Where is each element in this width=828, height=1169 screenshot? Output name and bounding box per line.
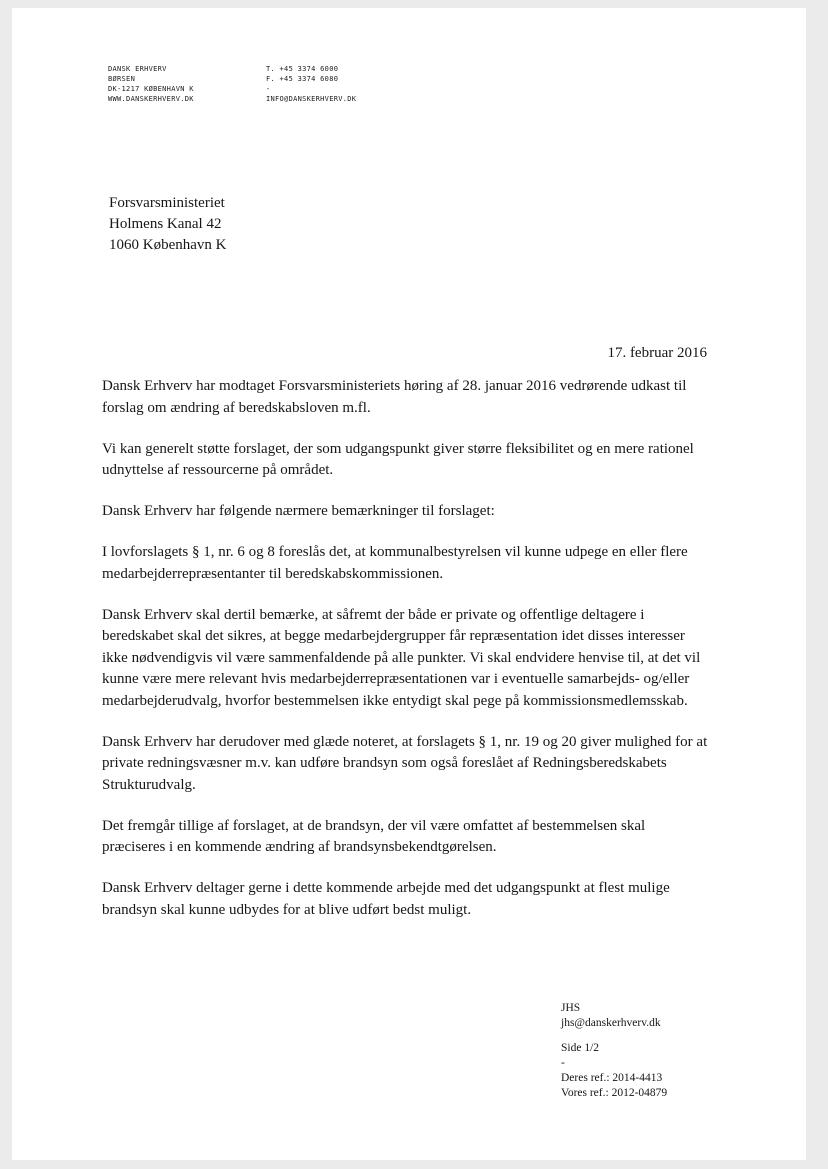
paragraph: Dansk Erhverv skal dertil bemærke, at såfremt der både er private og offentlige deltagere i beredskabet skal det sikres, at begge medarbejdergrupper får repræsentation idet disses interesser ikke nødvendigvis vil være sammenfaldende på alle punkter. Vi skal endvidere henvise til, at det vil kunne være mere relevant hvis medarbejderrepræsentationen var i eventuelle samarbejds- og/eller medarbejderudvalg, hvorfor bestemmelsen ikke entydigt skal pege på kommissionsmedlemsskab. — [102, 606, 701, 709]
paragraph: Dansk Erhverv har følgende nærmere bemærkninger til forslaget: — [102, 503, 495, 519]
paragraph: Dansk Erhverv har modtaget Forsvarsministeriets høring af 28. januar 2016 vedrørende udkast til forslag om ændring af beredskabsloven m.fl. — [102, 378, 687, 416]
letter-date: 17. februar 2016 — [607, 345, 707, 361]
company-name: DANSK ERHVERV — [108, 65, 167, 73]
company-website: WWW.DANSKERHVERV.DK — [108, 95, 194, 103]
signature-block — [561, 1001, 667, 1101]
letterhead-address — [108, 64, 194, 104]
deres-reference: Deres ref.: 2014-4413 — [561, 1072, 663, 1084]
company-phone: T. +45 3374 6000 — [266, 65, 339, 73]
paragraph: Det fremgår tillige af forslaget, at de brandsyn, der vil være omfattet af bestemmelsen skal præciseres i en kommende ændring af brandsynsbekendtgørelsen. — [102, 817, 646, 855]
contact-separator: - — [266, 85, 271, 93]
recipient-city: 1060 København K — [109, 237, 227, 253]
recipient-address — [109, 193, 226, 256]
company-building: BØRSEN — [108, 75, 136, 83]
sender-email: jhs@danskerhverv.dk — [561, 1017, 661, 1029]
paragraph: Dansk Erhverv deltager gerne i dette kommende arbejde med det udgangspunkt at flest mulige brandsyn skal kunne udbydes for at blive udført bedst muligt. — [102, 880, 670, 918]
letterhead-contact — [266, 64, 356, 104]
recipient-name: Forsvarsministeriet — [109, 195, 225, 211]
sender-initials: JHS — [561, 1002, 581, 1014]
signature-separator: - — [561, 1057, 565, 1069]
letter-page — [12, 8, 806, 1160]
paragraph: Vi kan generelt støtte forslaget, der som udgangspunkt giver større fleksibilitet og en mere rationel udnyttelse af ressourcerne på området. — [102, 440, 694, 478]
company-postal: DK-1217 KØBENHAVN K — [108, 85, 194, 93]
vores-reference: Vores ref.: 2012-04879 — [561, 1087, 668, 1099]
paragraph: I lovforslagets § 1, nr. 6 og 8 foreslås det, at kommunalbestyrelsen vil kunne udpege en eller flere medarbejderrepræsentanter til beredskabskommissionen. — [102, 544, 688, 582]
paragraph: Dansk Erhverv har derudover med glæde noteret, at forslagets § 1, nr. 19 og 20 giver mulighed for at private redningsvæsner m.v. kan udføre brandsyn som også foreslået af Redningsberedskabets Strukturudvalg. — [102, 733, 708, 793]
page-number: Side 1/2 — [561, 1042, 600, 1054]
company-email: INFO@DANSKERHVERV.DK — [266, 95, 357, 103]
company-fax: F. +45 3374 6080 — [266, 75, 339, 83]
letter-body — [102, 376, 710, 941]
recipient-street: Holmens Kanal 42 — [109, 216, 222, 232]
